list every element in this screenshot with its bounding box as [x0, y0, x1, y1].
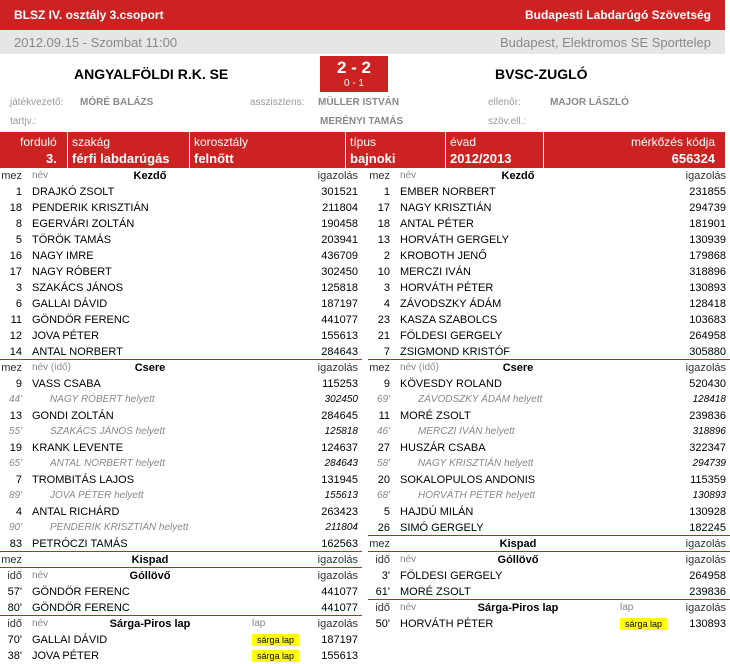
- replaced-player: NAGY KRISZTIÁN helyett: [418, 458, 534, 469]
- league-bar: [0, 0, 725, 30]
- replaced-id: 318896: [692, 426, 726, 437]
- sub-detail: [368, 488, 730, 504]
- player-id: 264958: [689, 330, 726, 342]
- section-header: [368, 536, 730, 552]
- info-age: [190, 132, 346, 168]
- table-row: [368, 216, 730, 232]
- away-lineup: [368, 168, 730, 632]
- player-id: 130928: [689, 506, 726, 518]
- player-name: MORÉ ZSOLT: [400, 586, 471, 598]
- player-id: 125818: [321, 282, 358, 294]
- teams-row: [0, 54, 725, 94]
- info-type: [346, 132, 446, 168]
- player-name: NAGY KRISZTIÁN: [400, 202, 492, 214]
- player-id: 187197: [321, 634, 358, 646]
- player-name: DRAJKÓ ZSOLT: [32, 186, 115, 198]
- section-title: Góllövő: [497, 554, 539, 566]
- date-bar: [0, 30, 725, 54]
- player-name: ANTAL NORBERT: [32, 346, 123, 358]
- shirt-number: 3: [15, 282, 22, 294]
- player-id: 294739: [689, 202, 726, 214]
- section-title: Sárga-Piros lap: [477, 602, 559, 614]
- replaced-id: 155613: [324, 490, 358, 501]
- table-row: [0, 216, 362, 232]
- shirt-number: 83: [9, 538, 22, 550]
- col-name: név (idő): [400, 362, 439, 373]
- col-card: lap: [252, 618, 266, 629]
- sport-label: szakág: [72, 135, 111, 149]
- player-name: KÖVESDY ROLAND: [400, 378, 502, 390]
- type-label: típus: [350, 135, 377, 149]
- info-season: [446, 132, 544, 168]
- player-name: GALLAI DÁVID: [32, 634, 108, 646]
- shirt-number: 50': [375, 618, 390, 630]
- shirt-number: 6: [15, 298, 22, 310]
- table-row: [0, 536, 362, 552]
- player-id: 264958: [689, 570, 726, 582]
- goal-row: [0, 584, 362, 600]
- player-name: FÖLDESI GERGELY: [400, 330, 503, 342]
- match-datetime: 2012.09.15 - Szombat 11:00: [14, 35, 178, 50]
- sub-time: 44': [8, 394, 22, 405]
- shirt-number: 10: [377, 266, 390, 278]
- player-name: NAGY IMRE: [32, 250, 94, 262]
- shirt-number: 23: [377, 314, 390, 326]
- controller-label: ellenőr:: [488, 97, 521, 108]
- player-id: 203941: [321, 234, 358, 246]
- section-header: [368, 360, 730, 376]
- replaced-player: PENDERIK KRISZTIÁN helyett: [50, 522, 189, 533]
- sub-detail: [368, 392, 730, 408]
- col-first: mez: [1, 170, 22, 182]
- table-row: [368, 440, 730, 456]
- player-id: 239836: [689, 586, 726, 598]
- player-name: GÖNDÖR FERENC: [32, 602, 130, 614]
- shirt-number: 9: [383, 378, 390, 390]
- sub-time: 89': [8, 490, 22, 501]
- replaced-player: HORVÁTH PÉTER helyett: [418, 490, 536, 501]
- shirt-number: 3: [383, 282, 390, 294]
- section-header: [0, 552, 362, 568]
- info-round: [0, 132, 68, 168]
- section-title: Kezdő: [133, 170, 167, 182]
- section-title: Góllövő: [129, 570, 171, 582]
- col-id: igazolás: [685, 538, 726, 550]
- player-id: 182245: [689, 522, 726, 534]
- table-row: [0, 312, 362, 328]
- player-id: 124637: [321, 442, 358, 454]
- season-label: évad: [450, 135, 477, 149]
- player-id: 155613: [321, 650, 358, 662]
- player-name: JOVA PÉTER: [32, 330, 100, 342]
- col-first: mez: [369, 170, 390, 182]
- shirt-number: 16: [9, 250, 22, 262]
- col-card: lap: [620, 602, 634, 613]
- table-row: [0, 264, 362, 280]
- shirt-number: 27: [377, 442, 390, 454]
- table-row: [368, 280, 730, 296]
- section-header: [0, 568, 362, 584]
- shirt-number: 70': [7, 634, 22, 646]
- player-name: HUSZÁR CSABA: [400, 442, 486, 454]
- table-row: [0, 376, 362, 392]
- player-name: HORVÁTH GERGELY: [400, 234, 510, 246]
- player-id: 179868: [689, 250, 726, 262]
- player-id: 130893: [689, 618, 726, 630]
- replaced-id: 211804: [325, 522, 358, 533]
- player-name: KRANK LEVENTE: [32, 442, 124, 454]
- player-name: PETRÓCZI TAMÁS: [32, 538, 128, 550]
- col-first: mez: [369, 538, 390, 550]
- col-first: idő: [7, 618, 22, 630]
- shirt-number: 14: [9, 346, 22, 358]
- shirt-number: 4: [383, 298, 390, 310]
- goal-row: [368, 584, 730, 600]
- referee-label: játékvezető:: [10, 97, 64, 108]
- col-name: név: [32, 570, 49, 581]
- shirt-number: 38': [7, 650, 22, 662]
- col-name: név (idő): [32, 362, 71, 373]
- player-id: 128418: [689, 298, 726, 310]
- player-name: ANTAL RICHÁRD: [32, 506, 120, 518]
- player-id: 130893: [689, 282, 726, 294]
- section-header: [0, 168, 362, 184]
- replaced-id: 284643: [324, 458, 358, 469]
- player-name: ZÁVODSZKY ÁDÁM: [400, 298, 502, 310]
- type-value: bajnoki: [350, 151, 396, 166]
- table-row: [0, 200, 362, 216]
- assistant-2: MERÉNYI TAMÁS: [320, 116, 404, 127]
- player-id: 284645: [321, 410, 358, 422]
- tartjv-label: tartjv.:: [10, 116, 37, 127]
- col-id: igazolás: [317, 362, 358, 374]
- shirt-number: 13: [9, 410, 22, 422]
- player-name: SOKALOPULOS ANDONIS: [400, 474, 536, 486]
- replaced-player: JOVA PÉTER helyett: [50, 490, 144, 501]
- replaced-player: MERCZI IVÁN helyett: [418, 426, 515, 437]
- shirt-number: 8: [15, 218, 22, 230]
- player-name: EGERVÁRI ZOLTÁN: [32, 218, 135, 230]
- table-row: [368, 248, 730, 264]
- player-id: 441077: [321, 586, 358, 598]
- col-first: idő: [7, 570, 22, 582]
- section-header: [0, 360, 362, 376]
- goal-row: [0, 600, 362, 616]
- player-id: 263423: [321, 506, 358, 518]
- shirt-number: 11: [378, 410, 390, 422]
- player-id: 115359: [690, 474, 726, 486]
- shirt-number: 17: [9, 266, 22, 278]
- player-id: 115253: [322, 378, 358, 390]
- player-name: ANTAL PÉTER: [400, 218, 474, 230]
- player-id: 520430: [689, 378, 726, 390]
- sub-time: 90': [8, 522, 22, 533]
- age-value: felnőtt: [194, 151, 234, 166]
- assistant-label: asszisztens:: [250, 97, 305, 108]
- round-label: forduló: [20, 135, 57, 149]
- shirt-number: 2: [383, 250, 390, 262]
- halftime-score: 0 - 1: [343, 78, 364, 89]
- col-name: név: [32, 170, 49, 181]
- officials: [0, 94, 725, 132]
- replaced-player: ANTAL NORBERT helyett: [50, 458, 166, 469]
- player-name: VASS CSABA: [32, 378, 101, 390]
- sub-time: 68': [376, 490, 390, 501]
- player-name: SIMÓ GERGELY: [400, 522, 484, 534]
- replaced-id: 125818: [324, 426, 358, 437]
- match-info-bar: [0, 132, 725, 168]
- sub-detail: [0, 488, 362, 504]
- code-value: 656324: [671, 151, 715, 166]
- table-row: [368, 264, 730, 280]
- replaced-player: ZÁVODSZKY ÁDÁM helyett: [418, 394, 543, 405]
- player-id: 155613: [321, 330, 358, 342]
- table-row: [0, 344, 362, 360]
- sub-detail: [0, 392, 362, 408]
- section-header: [0, 616, 362, 632]
- federation-name: Budapesti Labdarúgó Szövetség: [524, 8, 711, 22]
- shirt-number: 5: [383, 506, 390, 518]
- col-id: igazolás: [317, 570, 358, 582]
- shirt-number: 4: [15, 506, 22, 518]
- player-name: KROBOTH JENŐ: [400, 250, 487, 262]
- col-id: igazolás: [685, 602, 726, 614]
- section-header: [368, 168, 730, 184]
- referee: MÓRÉ BALÁZS: [80, 97, 154, 108]
- away-team: BVSC-ZUGLÓ: [495, 66, 588, 82]
- player-name: PENDERIK KRISZTIÁN: [32, 202, 149, 214]
- section-title: Kispad: [131, 554, 169, 566]
- player-name: NAGY RÓBERT: [32, 266, 112, 278]
- col-id: igazolás: [685, 362, 726, 374]
- shirt-number: 9: [15, 378, 22, 390]
- controller: MAJOR LÁSZLÓ: [550, 97, 629, 108]
- shirt-number: 26: [377, 522, 390, 534]
- shirt-number: 7: [383, 346, 390, 358]
- sub-time: 55': [8, 426, 22, 437]
- player-name: HORVÁTH PÉTER: [400, 282, 494, 294]
- shirt-number: 80': [7, 602, 22, 614]
- col-first: mez: [1, 554, 22, 566]
- shirt-number: 57': [7, 586, 22, 598]
- player-id: 211804: [322, 202, 358, 214]
- shirt-number: 19: [9, 442, 22, 454]
- player-name: SZAKÁCS JÁNOS: [32, 282, 124, 294]
- player-id: 190458: [321, 218, 358, 230]
- player-name: EMBER NORBERT: [400, 186, 496, 198]
- round-value: 3.: [46, 151, 57, 166]
- player-id: 284643: [321, 346, 358, 358]
- yellow-card-badge: sárga lap: [620, 618, 667, 630]
- shirt-number: 1: [383, 186, 390, 198]
- col-id: igazolás: [685, 554, 726, 566]
- shirt-number: 21: [377, 330, 390, 342]
- table-row: [0, 248, 362, 264]
- player-id: 301521: [321, 186, 358, 198]
- player-id: 441077: [321, 602, 358, 614]
- shirt-number: 13: [377, 234, 390, 246]
- info-code: [544, 132, 725, 168]
- player-id: 187197: [321, 298, 358, 310]
- section-header: [368, 552, 730, 568]
- shirt-number: 20: [377, 474, 390, 486]
- sub-detail: [0, 424, 362, 440]
- replaced-player: NAGY RÓBERT helyett: [50, 394, 155, 405]
- table-row: [368, 328, 730, 344]
- table-row: [368, 344, 730, 360]
- player-name: HORVÁTH PÉTER: [400, 618, 494, 630]
- sub-time: 46': [376, 426, 390, 437]
- shirt-number: 61': [375, 586, 390, 598]
- shirt-number: 11: [10, 314, 22, 326]
- col-name: név: [32, 618, 49, 629]
- col-name: név: [400, 170, 417, 181]
- col-name: név: [400, 554, 417, 565]
- card-row: [0, 648, 362, 664]
- season-value: 2012/2013: [450, 151, 512, 166]
- code-label: mérkőzés kódja: [630, 135, 715, 149]
- player-name: FÖLDESI GERGELY: [400, 570, 503, 582]
- section-title: Csere: [134, 362, 166, 374]
- player-id: 131945: [321, 474, 358, 486]
- col-id: igazolás: [317, 170, 358, 182]
- replaced-player: SZAKÁCS JÁNOS helyett: [50, 426, 166, 437]
- col-id: igazolás: [685, 170, 726, 182]
- player-id: 162563: [321, 538, 358, 550]
- replaced-id: 130893: [692, 490, 726, 501]
- table-row: [0, 472, 362, 488]
- col-name: név: [400, 602, 417, 613]
- table-row: [368, 504, 730, 520]
- shirt-number: 18: [377, 218, 390, 230]
- goal-row: [368, 568, 730, 584]
- player-name: TÖRÖK TAMÁS: [32, 234, 112, 246]
- final-score: 2 - 2: [336, 58, 372, 77]
- col-id: igazolás: [317, 554, 358, 566]
- sub-detail: [368, 456, 730, 472]
- sub-time: 58': [376, 458, 390, 469]
- table-row: [0, 296, 362, 312]
- player-name: HAJDÚ MILÁN: [400, 506, 474, 518]
- col-first: idő: [375, 602, 390, 614]
- replaced-id: 302450: [324, 394, 358, 405]
- player-id: 305880: [689, 346, 726, 358]
- home-lineup: [0, 168, 362, 664]
- table-row: [0, 232, 362, 248]
- table-row: [0, 280, 362, 296]
- card-row: [0, 632, 362, 648]
- table-row: [368, 184, 730, 200]
- player-name: KASZA SZABOLCS: [400, 314, 498, 326]
- col-first: idő: [375, 554, 390, 566]
- table-row: [0, 184, 362, 200]
- shirt-number: 1: [15, 186, 22, 198]
- section-title: Sárga-Piros lap: [109, 618, 191, 630]
- player-name: MORÉ ZSOLT: [400, 410, 471, 422]
- table-row: [0, 328, 362, 344]
- player-name: GONDI ZOLTÁN: [32, 410, 114, 422]
- match-venue: Budapest, Elektromos SE Sporttelep: [499, 35, 711, 50]
- player-id: 318896: [689, 266, 726, 278]
- sub-time: 69': [376, 394, 390, 405]
- shirt-number: 5: [15, 234, 22, 246]
- table-row: [368, 520, 730, 536]
- sub-detail: [368, 424, 730, 440]
- age-label: korosztály: [194, 135, 249, 149]
- player-id: 181901: [689, 218, 726, 230]
- table-row: [368, 200, 730, 216]
- section-title: Kezdő: [501, 170, 535, 182]
- table-row: [0, 408, 362, 424]
- player-name: MERCZI IVÁN: [400, 266, 471, 278]
- table-row: [0, 504, 362, 520]
- replaced-id: 294739: [692, 458, 726, 469]
- table-row: [368, 312, 730, 328]
- player-name: GÖNDÖR FERENC: [32, 586, 130, 598]
- league-name: BLSZ IV. osztály 3.csoport: [14, 8, 164, 22]
- player-name: GALLAI DÁVID: [32, 298, 108, 310]
- col-first: mez: [369, 362, 390, 374]
- table-row: [368, 472, 730, 488]
- szovell-label: szöv.ell.:: [488, 116, 527, 127]
- replaced-id: 128418: [692, 394, 726, 405]
- shirt-number: 3': [381, 570, 390, 582]
- table-row: [368, 408, 730, 424]
- player-id: 441077: [321, 314, 358, 326]
- player-id: 130939: [689, 234, 726, 246]
- player-id: 239836: [689, 410, 726, 422]
- card-row: [368, 616, 730, 632]
- player-name: TROMBITÁS LAJOS: [32, 474, 135, 486]
- table-row: [0, 440, 362, 456]
- table-row: [368, 232, 730, 248]
- shirt-number: 12: [9, 330, 22, 342]
- shirt-number: 17: [377, 202, 390, 214]
- col-id: igazolás: [317, 618, 358, 630]
- table-row: [368, 376, 730, 392]
- home-team: ANGYALFÖLDI R.K. SE: [74, 66, 229, 82]
- yellow-card-badge: sárga lap: [252, 634, 299, 646]
- section-title: Csere: [502, 362, 534, 374]
- player-id: 231855: [689, 186, 726, 198]
- player-id: 322347: [689, 442, 726, 454]
- player-name: JOVA PÉTER: [32, 650, 100, 662]
- shirt-number: 18: [9, 202, 22, 214]
- table-row: [368, 296, 730, 312]
- sub-detail: [0, 456, 362, 472]
- shirt-number: 7: [15, 474, 22, 486]
- player-id: 436709: [321, 250, 358, 262]
- player-id: 103683: [689, 314, 726, 326]
- assistant-1: MÜLLER ISTVÁN: [318, 97, 400, 108]
- section-header: [368, 600, 730, 616]
- player-name: GÖNDÖR FERENC: [32, 314, 130, 326]
- scoreboard: [320, 56, 388, 92]
- sub-detail: [0, 520, 362, 536]
- player-id: 302450: [321, 266, 358, 278]
- col-first: mez: [1, 362, 22, 374]
- sport-value: férfi labdarúgás: [72, 151, 170, 166]
- yellow-card-badge: sárga lap: [252, 650, 299, 662]
- player-name: ZSIGMOND KRISTÓF: [400, 346, 510, 358]
- info-sport: [68, 132, 190, 168]
- section-title: Kispad: [499, 538, 537, 550]
- sub-time: 65': [8, 458, 22, 469]
